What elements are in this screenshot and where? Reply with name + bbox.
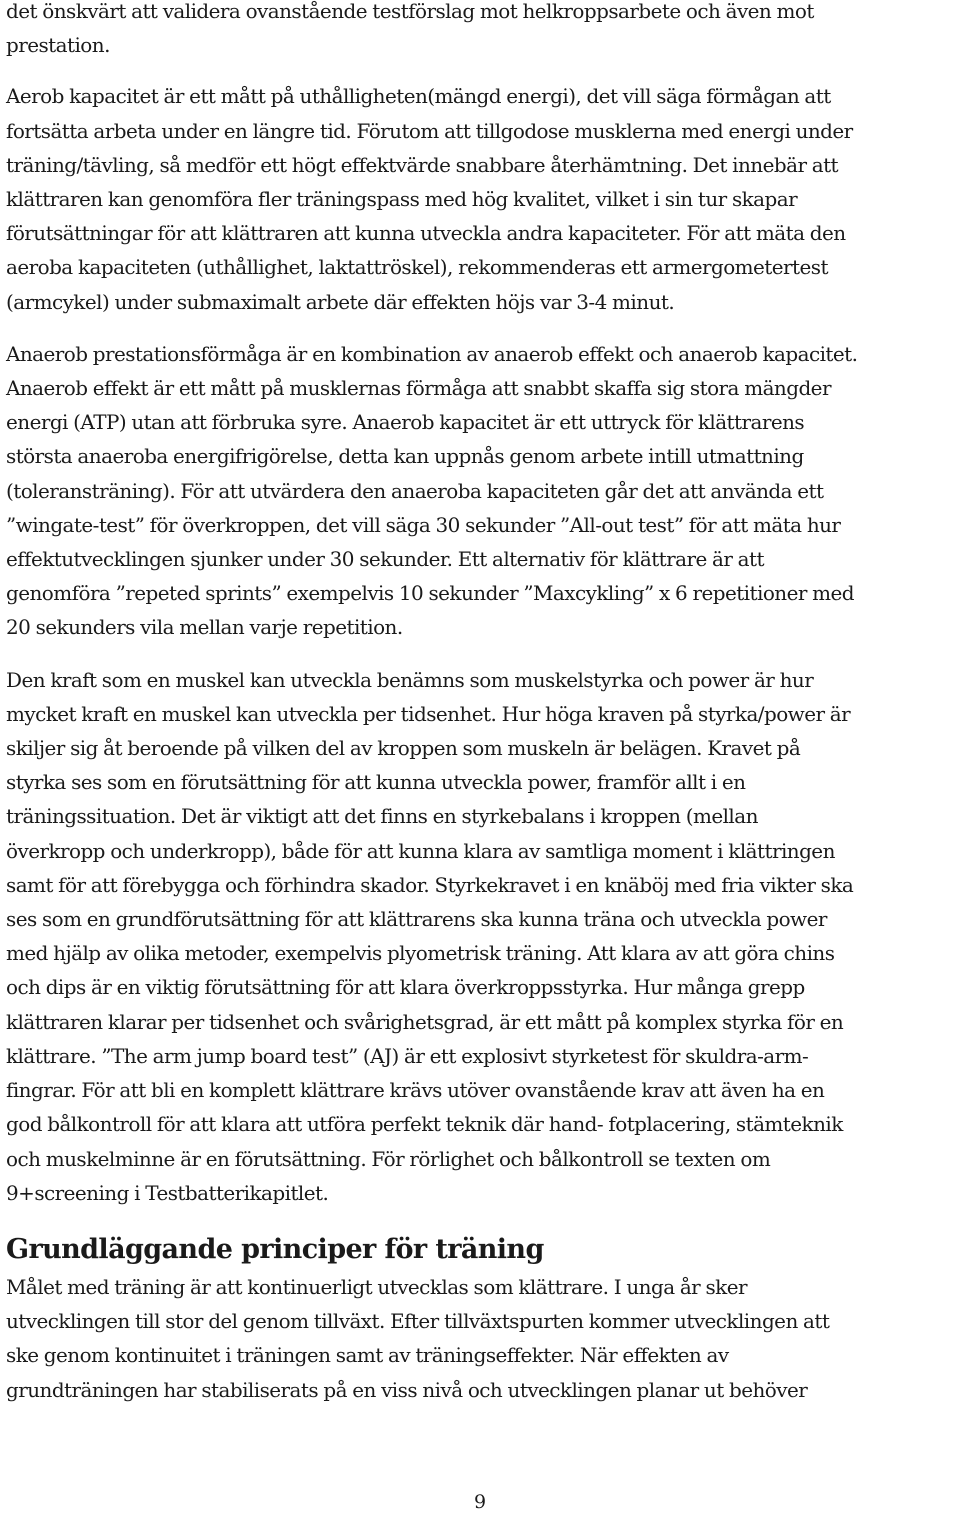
text-line: 20 sekunders vila mellan varje repetition. xyxy=(6,615,403,640)
text-line: träning/tävling, så medför ett högt effektvärde snabbare återhämtning. Det innebär att xyxy=(6,152,839,177)
text-line: och dips är en viktig förutsättning för att klara överkroppsstyrka. Hur många grepp xyxy=(6,975,805,1000)
text-line: Anaerob prestationsförmåga är en kombination av anaerob effekt och anaerob kapacitet. xyxy=(6,341,858,366)
text-line: energi (ATP) utan att förbruka syre. Anaerob kapacitet är ett uttryck för klättrarens xyxy=(6,410,805,435)
text-line: samt för att förebygga och förhindra skador. Styrkekravet i en knäböj med fria vikter ska xyxy=(6,872,854,897)
text-line: ”wingate-test” för överkroppen, det vill säga 30 sekunder ”All-out test” för att mäta hur xyxy=(6,512,841,537)
text-line: Anaerob effekt är ett mått på musklernas förmåga att snabbt skaffa sig stora mängder xyxy=(6,376,831,401)
text-line: klättraren kan genomföra fler träningspass med hög kvalitet, vilket i sin tur skapar xyxy=(6,187,798,212)
text-line: god bålkontroll för att klara att utföra perfekt teknik där hand- fotplacering, stämteknik xyxy=(6,1112,843,1137)
text-line: mycket kraft en muskel kan utveckla per tidsenhet. Hur höga kraven på styrka/power är xyxy=(6,701,851,726)
document-page xyxy=(6,0,958,1407)
text-line: Aerob kapacitet är ett mått på uthålligheten(mängd energi), det vill säga förmågan att xyxy=(6,84,831,109)
text-line: klättrare. ”The arm jump board test” (AJ) är ett explosivt styrketest för skuldra-arm- xyxy=(6,1043,809,1068)
text-line: största anaeroba energifrigörelse, detta kan uppnås genom arbete intill utmattning xyxy=(6,444,804,469)
paragraph-muscle-strength xyxy=(6,663,958,1210)
text-line: skiljer sig åt beroende på vilken del av kroppen som muskeln är belägen. Kravet på xyxy=(6,736,801,761)
text-line: överkropp och underkropp), både för att kunna klara av samtliga moment i klättringen xyxy=(6,838,835,863)
text-line: (toleransträning). För att utvärdera den anaeroba kapaciteten går det att använda ett xyxy=(6,478,824,503)
text-line: Målet med träning är att kontinuerligt utvecklas som klättrare. I unga år sker xyxy=(6,1274,747,1299)
text-line: och muskelminne är en förutsättning. För rörlighet och bålkontroll se texten om xyxy=(6,1146,771,1171)
text-line: effektutvecklingen sjunker under 30 sekunder. Ett alternativ för klättrare är att xyxy=(6,547,764,572)
paragraph-anaerobic-performance xyxy=(6,337,958,645)
text-line: grundträningen har stabiliserats på en viss nivå och utvecklingen planar ut behöver xyxy=(6,1377,808,1402)
paragraph-intro-continuation xyxy=(6,0,958,62)
text-line: Den kraft som en muskel kan utveckla benämns som muskelstyrka och power är hur xyxy=(6,667,814,692)
section-heading: Grundläggande principer för träning xyxy=(6,1233,544,1265)
paragraph-aerobic-capacity xyxy=(6,79,958,318)
text-line: ses som en grundförutsättning för att klättrarens ska kunna träna och utveckla power xyxy=(6,907,827,932)
text-line: utvecklingen till stor del genom tillväxt. Efter tillväxtspurten kommer utvecklingen att xyxy=(6,1309,830,1334)
text-line: prestation. xyxy=(6,33,110,58)
text-line: träningssituation. Det är viktigt att det finns en styrkebalans i kroppen (mellan xyxy=(6,804,758,829)
text-line: aeroba kapaciteten (uthållighet, laktattröskel), rekommenderas ett armergometertest xyxy=(6,255,828,280)
text-line: klättraren klarar per tidsenhet och svårighetsgrad, är ett mått på komplex styrka för en xyxy=(6,1009,844,1034)
text-line: förutsättningar för att klättraren att kunna utveckla andra kapaciteter. För att mäta den xyxy=(6,221,846,246)
text-line: genomföra ”repeted sprints” exempelvis 10 sekunder ”Maxcykling” x 6 repetitioner med xyxy=(6,581,855,606)
text-line: fortsätta arbeta under en längre tid. Förutom att tillgodose musklerna med energi under xyxy=(6,118,853,143)
text-line: ske genom kontinuitet i träningen samt av träningseffekter. När effekten av xyxy=(6,1343,729,1368)
text-line: 9+screening i Testbatterikapitlet. xyxy=(6,1180,329,1205)
text-line: styrka ses som en förutsättning för att kunna utveckla power, framför allt i en xyxy=(6,770,746,795)
text-line: med hjälp av olika metoder, exempelvis plyometrisk träning. Att klara av att göra chins xyxy=(6,941,835,966)
text-line: det önskvärt att validera ovanstående testförslag mot helkroppsarbete och även mot xyxy=(6,0,814,23)
text-line: fingrar. För att bli en komplett klättrare krävs utöver ovanstående krav att även ha en xyxy=(6,1078,825,1103)
paragraph-training-principles xyxy=(6,1270,958,1407)
text-line: (armcykel) under submaximalt arbete där effekten höjs var 3-4 minut. xyxy=(6,289,675,314)
page-number: 9 xyxy=(473,1491,487,1513)
